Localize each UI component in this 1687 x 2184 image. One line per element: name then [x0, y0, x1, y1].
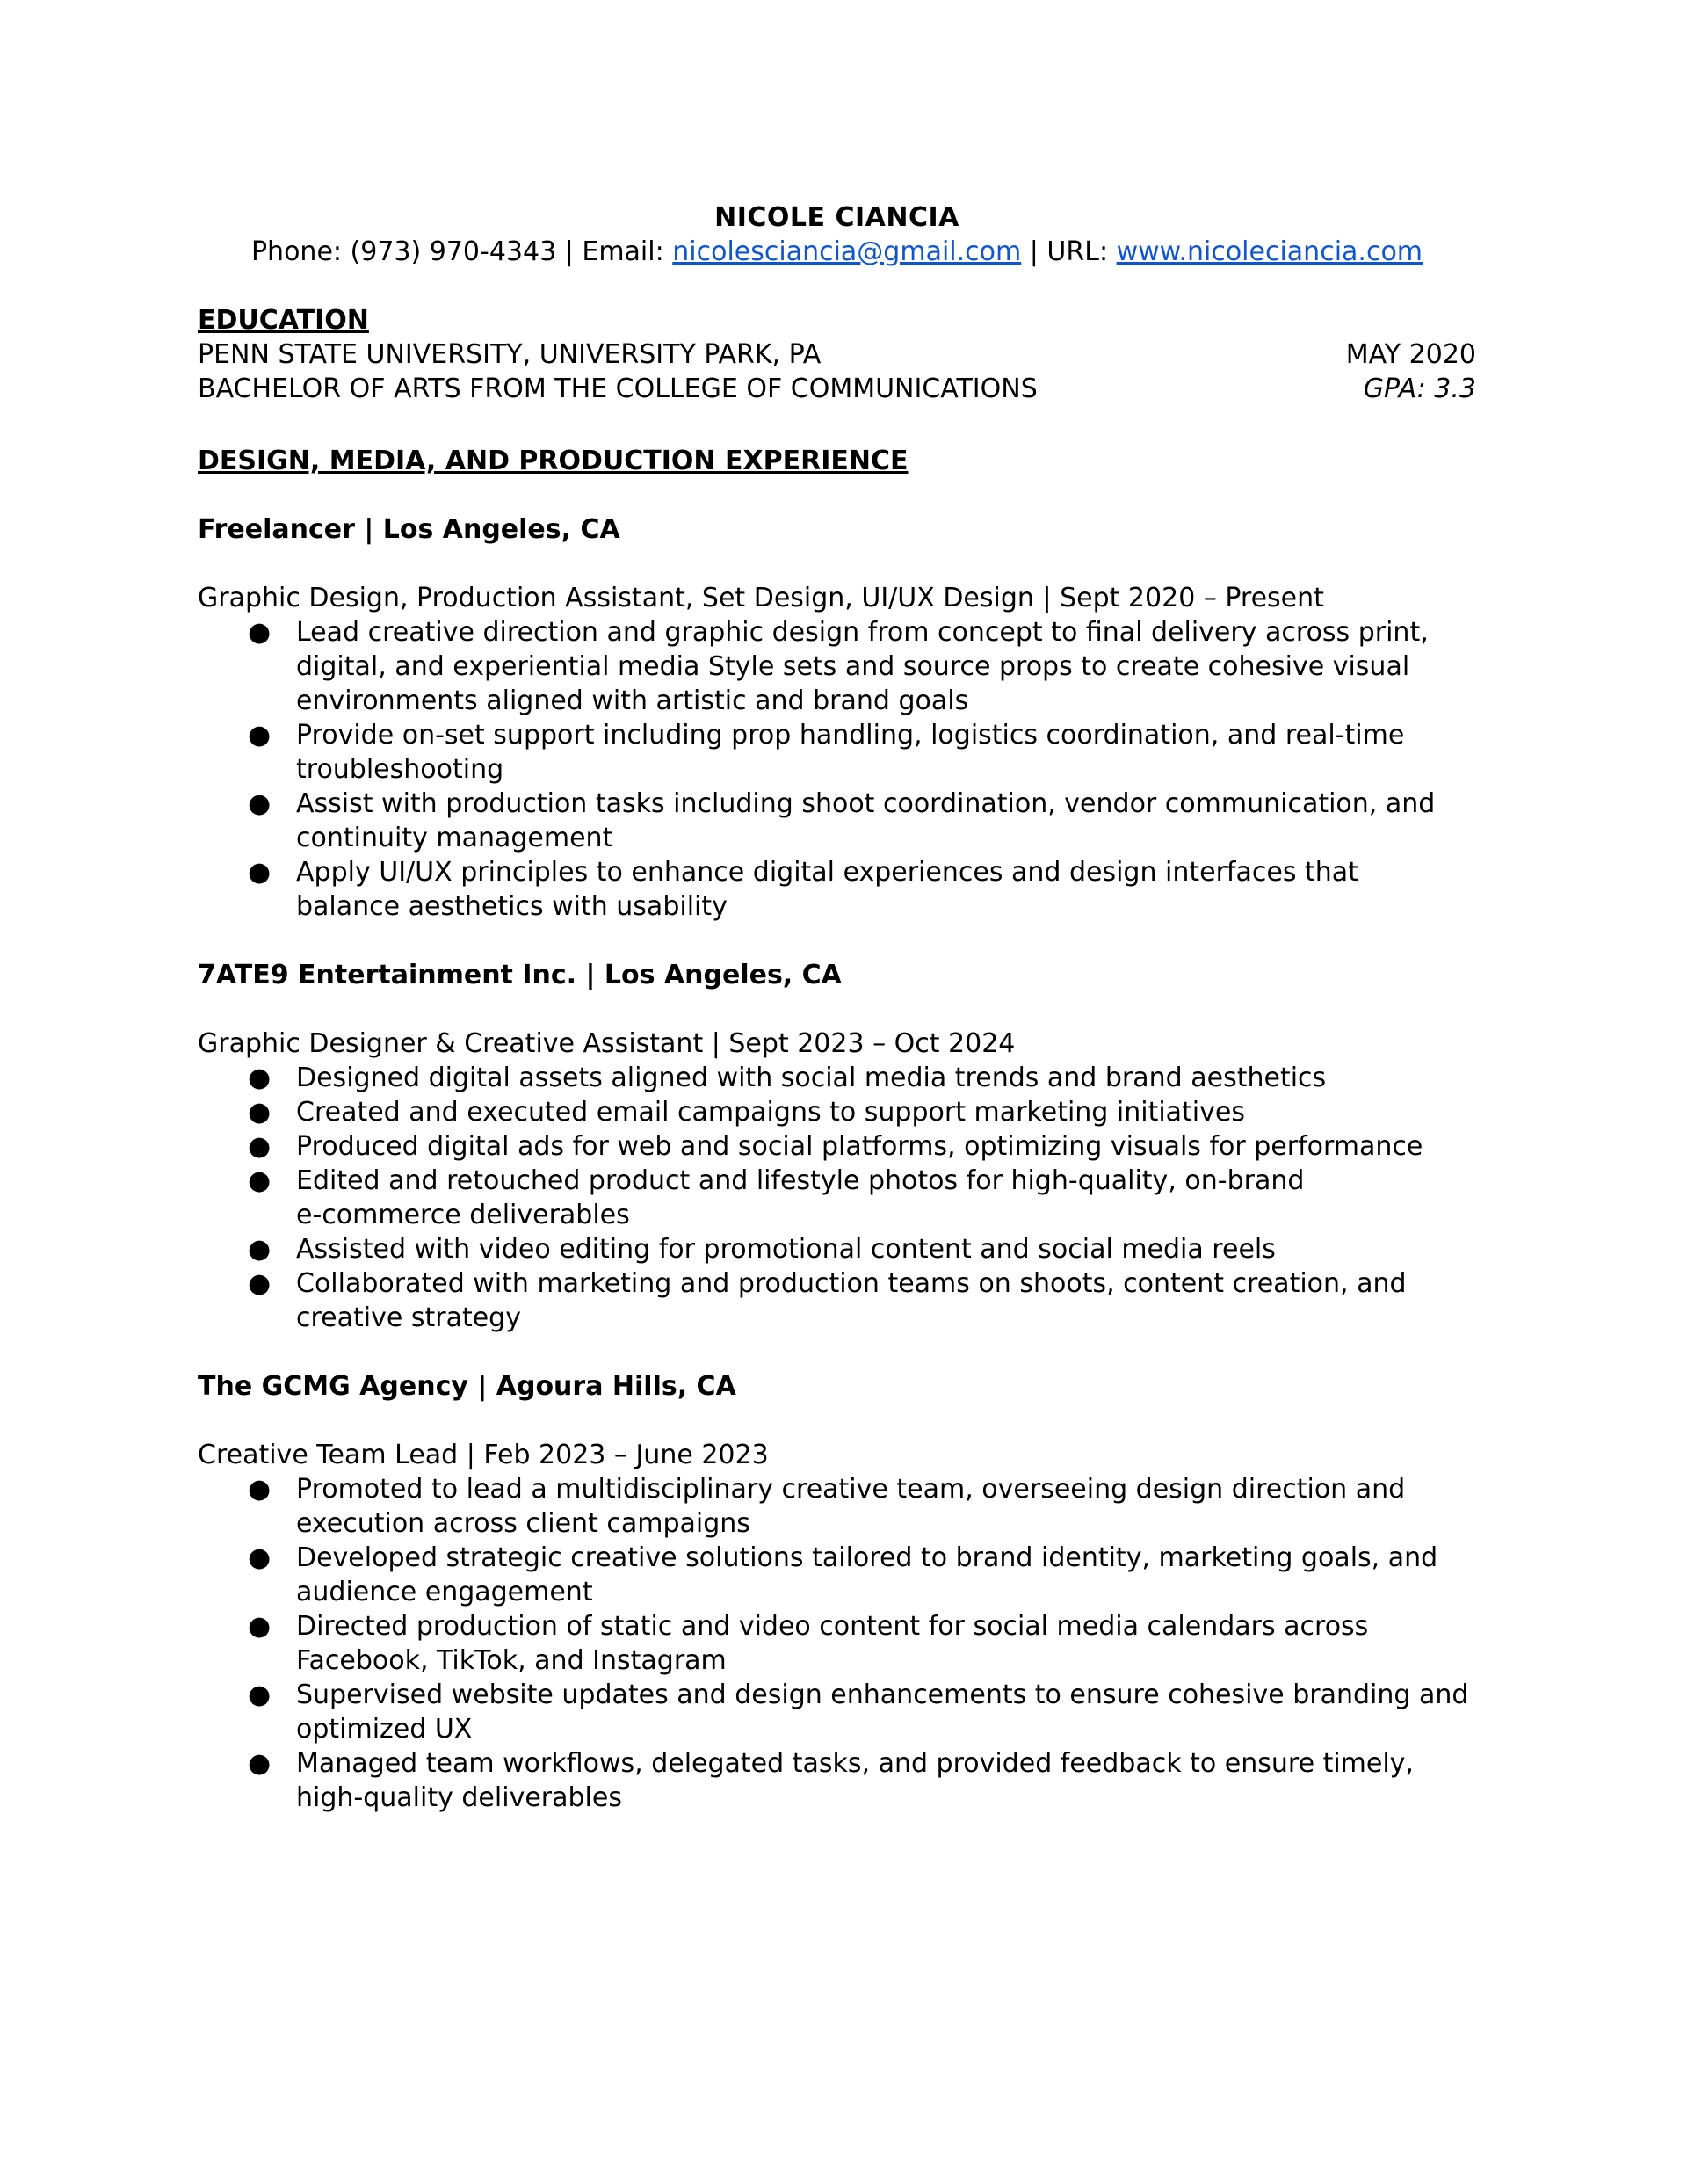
bullet-line: balance aesthetics with usability — [296, 891, 728, 922]
job-bullet — [248, 1129, 1476, 1164]
job-bullets — [198, 615, 1476, 924]
bullet-line: Collaborated with marketing and production teams on shoots, content creation, and — [296, 1268, 1407, 1299]
bullet-line: Provide on-set support including prop handling, logistics coordination, and real-time — [296, 720, 1405, 751]
education-degree: BACHELOR OF ARTS FROM THE COLLEGE OF COMMUNICATIONS — [198, 374, 1038, 404]
job-role: Graphic Designer & Creative Assistant | Sept 2023 – Oct 2024 — [198, 1028, 1016, 1059]
bullet-line: digital, and experiential media Style sets and source props to create cohesive visual — [296, 651, 1410, 682]
bullet-line: environments aligned with artistic and brand goals — [296, 686, 969, 716]
bullet-icon: ● — [248, 857, 272, 888]
email-link[interactable]: nicolesciancia@gmail.com — [672, 236, 1022, 267]
job-role: Graphic Design, Production Assistant, Set Design, UI/UX Design | Sept 2020 – Present — [198, 583, 1324, 613]
job-bullet — [248, 615, 1476, 718]
bullet-line: creative strategy — [296, 1302, 521, 1333]
bullet-icon: ● — [248, 1748, 272, 1779]
bullet-icon: ● — [248, 1542, 272, 1573]
bullet-line: Created and executed email campaigns to support marketing initiatives — [296, 1097, 1245, 1128]
bullet-icon: ● — [248, 1474, 272, 1505]
job-bullet — [248, 1609, 1476, 1678]
bullet-icon: ● — [248, 1165, 272, 1196]
bullet-line: Apply UI/UX principles to enhance digital experiences and design interfaces that — [296, 857, 1358, 888]
job-company: The GCMG Agency | Agoura Hills, CA — [198, 1371, 736, 1402]
bullet-icon: ● — [248, 1097, 272, 1128]
job-bullet — [248, 1472, 1476, 1541]
education-gpa: GPA: 3.3 — [1363, 374, 1476, 404]
job-bullet — [248, 1061, 1476, 1095]
website-link[interactable]: www.nicoleciancia.com — [1116, 236, 1423, 267]
contact-line — [198, 235, 1476, 269]
education-date: MAY 2020 — [1345, 339, 1476, 370]
bullet-icon: ● — [248, 1234, 272, 1265]
resume-name: NICOLE CIANCIA — [714, 202, 959, 233]
bullet-line: continuity management — [296, 823, 613, 853]
job-bullet — [248, 855, 1476, 924]
job-role: Creative Team Lead | Feb 2023 – June 2023 — [198, 1440, 769, 1470]
phone-text: Phone: (973) 970-4343 | Email: — [250, 236, 673, 267]
bullet-line: high-quality deliverables — [296, 1782, 622, 1813]
bullet-line: Produced digital ads for web and social platforms, optimizing visuals for performance — [296, 1131, 1423, 1162]
bullet-line: Facebook, TikTok, and Instagram — [296, 1645, 727, 1676]
job-bullet — [248, 1266, 1476, 1335]
job-bullet — [248, 1164, 1476, 1232]
bullet-line: Edited and retouched product and lifestyle photos for high-quality, on-brand — [296, 1165, 1305, 1196]
job-bullets — [198, 1472, 1476, 1815]
bullet-icon: ● — [248, 1131, 272, 1162]
bullet-line: Managed team workflows, delegated tasks, and provided feedback to ensure timely, — [296, 1748, 1414, 1779]
bullet-icon: ● — [248, 617, 272, 648]
job-bullets — [198, 1061, 1476, 1335]
education-school-row — [198, 337, 1476, 372]
bullet-icon: ● — [248, 1680, 272, 1710]
bullet-line: Supervised website updates and design enhancements to ensure cohesive branding and — [296, 1680, 1469, 1710]
bullet-line: execution across client campaigns — [296, 1508, 750, 1539]
job-company: 7ATE9 Entertainment Inc. | Los Angeles, CA — [198, 960, 842, 990]
bullet-line: Directed production of static and video content for social media calendars across — [296, 1611, 1369, 1642]
job-bullet — [248, 1232, 1476, 1266]
bullet-line: troubleshooting — [296, 754, 504, 785]
bullet-icon: ● — [248, 720, 272, 751]
job-company: Freelancer | Los Angeles, CA — [198, 514, 620, 545]
education-degree-row — [198, 372, 1476, 406]
bullet-line: Assist with production tasks including shoot coordination, vendor communication, and — [296, 788, 1436, 819]
bullet-icon: ● — [248, 1268, 272, 1299]
url-label: | URL: — [1021, 236, 1117, 267]
job-bullet — [248, 718, 1476, 787]
job-bullet — [248, 1678, 1476, 1746]
bullet-line: audience engagement — [296, 1577, 593, 1607]
bullet-line: Lead creative direction and graphic design from concept to final delivery across print, — [296, 617, 1429, 648]
bullet-icon: ● — [248, 1063, 272, 1093]
bullet-line: Designed digital assets aligned with social media trends and brand aesthetics — [296, 1063, 1327, 1093]
job-bullet — [248, 1746, 1476, 1815]
bullet-line: Developed strategic creative solutions tailored to brand identity, marketing goals, and — [296, 1542, 1438, 1573]
education-school: PENN STATE UNIVERSITY, UNIVERSITY PARK, PA — [198, 339, 822, 370]
bullet-line: optimized UX — [296, 1714, 473, 1745]
job-bullet — [248, 787, 1476, 855]
resume-page — [198, 200, 1476, 1815]
bullet-icon: ● — [248, 1611, 272, 1642]
job-bullet — [248, 1541, 1476, 1609]
education-heading: EDUCATION — [198, 305, 369, 336]
bullet-line: Promoted to lead a multidisciplinary creative team, overseeing design direction and — [296, 1474, 1406, 1505]
job-bullet — [248, 1095, 1476, 1129]
bullet-line: e-commerce deliverables — [296, 1200, 630, 1230]
experience-heading: DESIGN, MEDIA, AND PRODUCTION EXPERIENCE — [198, 446, 909, 476]
bullet-line: Assisted with video editing for promotional content and social media reels — [296, 1234, 1276, 1265]
bullet-icon: ● — [248, 788, 272, 819]
